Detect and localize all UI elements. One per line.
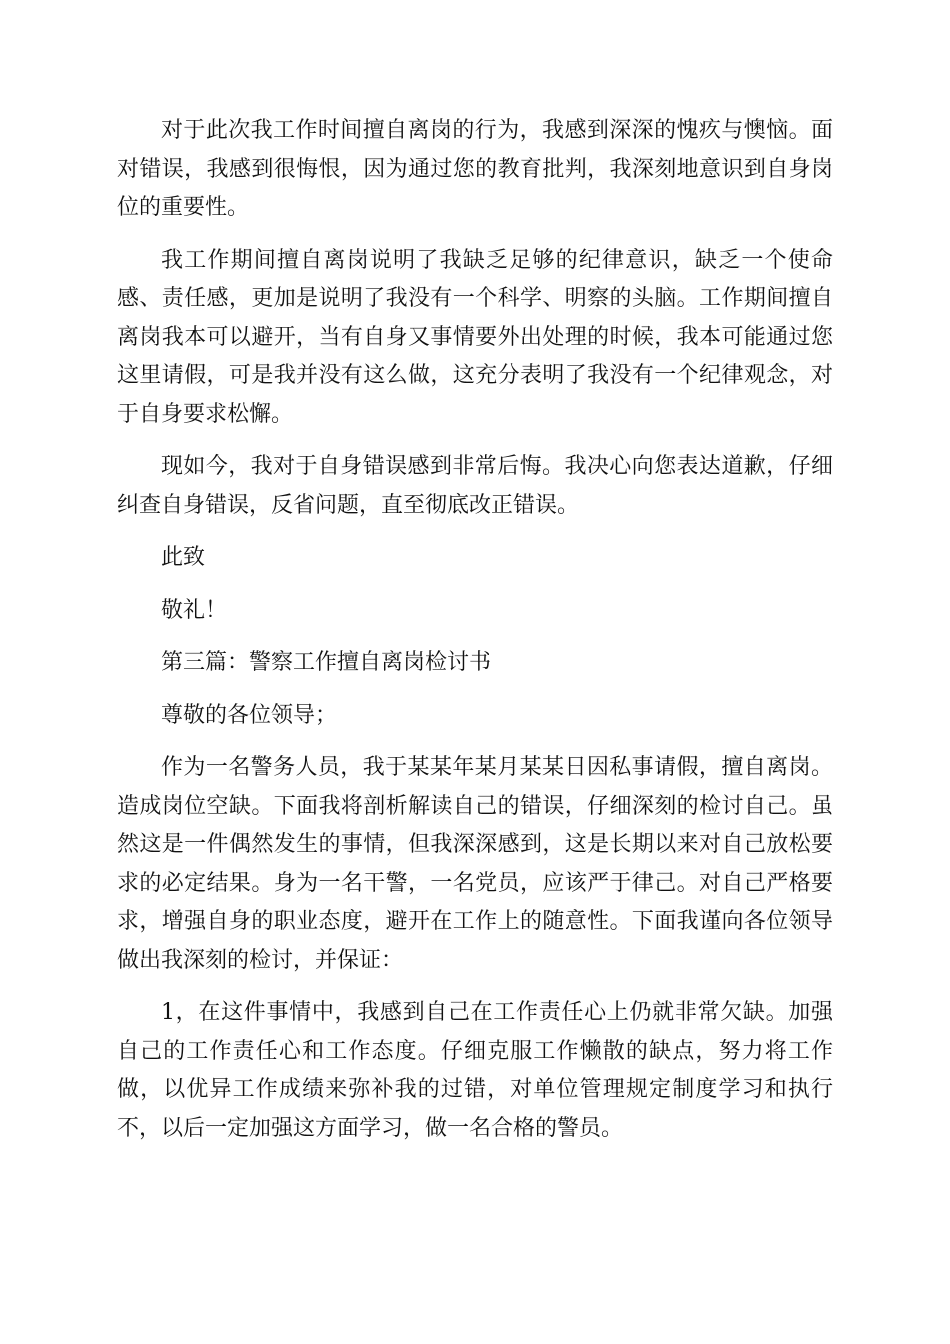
paragraph-discipline-reflection: 我工作期间擅自离岗说明了我缺乏足够的纪律意识，缺乏一个使命感、责任感，更加是说明了我没有一个科学、明察的头脑。工作期间擅自离岗我本可以避开，当有自身又事情要外出处理的时候，我本可能通过您这里请假，可是我并没有这么做，这充分表明了我没有一个纪律观念，对于自身要求松懈。 [117,247,833,427]
paragraph-resolution: 现如今，我对于自身错误感到非常后悔。我决心向您表达道歉，仔细纠查自身错误，反省问题，直至彻底改正错误。 [117,454,833,518]
closing-salutation: 此致 [161,545,206,570]
paragraph-point-1: 1，在这件事情中，我感到自己在工作责任心上仍就非常欠缺。加强自己的工作责任心和工作态度。仔细克服工作懒散的缺点，努力将工作做，以优异工作成绩来弥补我的过错，对单位管理规定制度学习和执行不，以后一定加强这方面学习，做一名合格的警员。 [117,1000,833,1141]
paragraph-apology-intro: 对于此次我工作时间擅自离岗的行为，我感到深深的愧疚与懊恼。面对错误，我感到很悔恨，因为通过您的教育批判，我深刻地意识到自身岗位的重要性。 [117,118,833,220]
paragraph-incident-description: 作为一名警务人员，我于某某年某月某某日因私事请假，擅自离岗。造成岗位空缺。下面我将剖析解读自己的错误，仔细深刻的检讨自己。虽然这是一件偶然发生的事情，但我深深感到，这是长期以来对自己放松要求的必定结果。身为一名干警，一名党员，应该严于律己。对自己严格要求，增强自身的职业态度，避开在工作上的随意性。下面我谨向各位领导做出我深刻的检讨，并保证： [117,755,833,973]
document-page [117,112,833,1162]
section-title: 第三篇：警察工作擅自离岗检讨书 [161,650,492,675]
letter-greeting: 尊敬的各位领导； [161,702,338,728]
closing-regards: 敬礼！ [161,597,228,623]
